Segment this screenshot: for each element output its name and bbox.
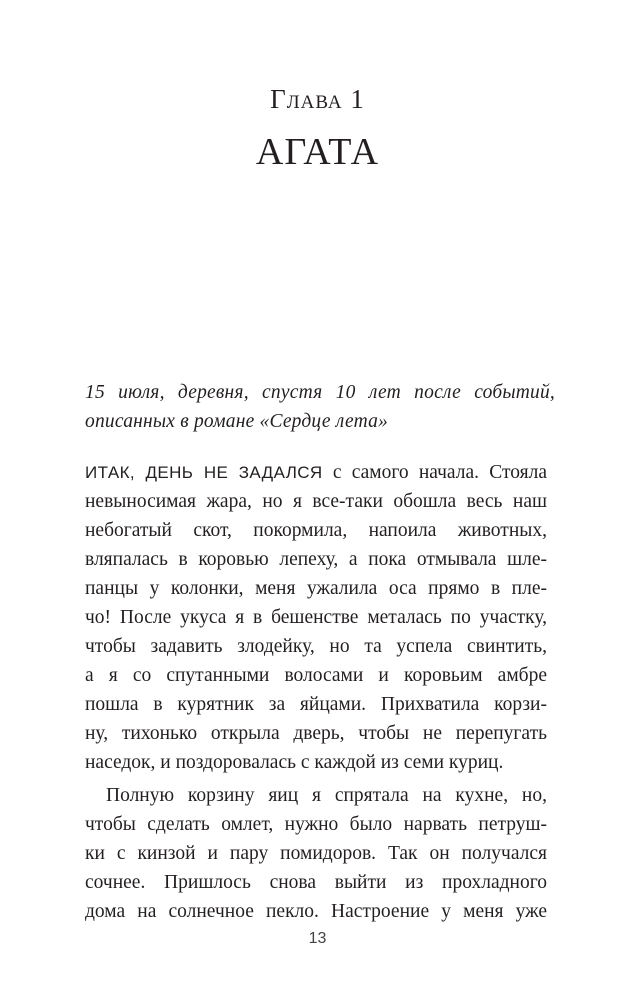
chapter-title: АГАТА (255, 131, 380, 173)
paragraph-line-rest: с самого начала. Стояла (322, 462, 547, 483)
paragraph-line: а я со спутанными волосами и коровьим амбре (85, 665, 547, 686)
paragraph-line (85, 458, 547, 487)
paragraph-line: панцы у колонки, меня ужалила оса прямо в пле- (85, 578, 547, 599)
epigraph-line: 15 июля, деревня, спустя 10 лет после событий, (85, 382, 555, 403)
paragraph-line: вляпалась в коровью лепеху, а пока отмывала шле- (85, 549, 547, 570)
paragraph-line: дома на солнечное пекло. Настроение у меня уже (85, 901, 547, 922)
paragraph-line: сочнее. Пришлось снова выйти из прохладного (85, 872, 547, 893)
paragraph-line: пошла в курятник за яйцами. Прихватила корзи- (85, 694, 547, 715)
paragraph-line: чо! После укуса я в бешенстве металась по участку, (85, 607, 547, 628)
page-number: 13 (308, 930, 327, 947)
paragraph-line: чтобы задавить злодейку, но та успела свинтить, (85, 636, 547, 657)
paragraph-line: Полную корзину яиц я спрятала на кухне, но, (106, 785, 547, 806)
chapter-label: Глава 1 (270, 84, 365, 114)
lead-in-caps: ИТАК, ДЕНЬ НЕ ЗАДАЛСЯ (85, 463, 323, 482)
body-text (85, 458, 547, 926)
paragraph-line: ки с кинзой и пару помидоров. Так он получался (85, 843, 547, 864)
paragraph-line: наседок, и поздоровалась с каждой из семи куриц. (85, 752, 504, 773)
epigraph (85, 378, 555, 436)
paragraph-line: небогатый скот, покормила, напоила животных, (85, 520, 547, 541)
paragraph-line: чтобы сделать омлет, нужно было нарвать петруш- (85, 814, 547, 835)
paragraph-line: ну, тихонько открыла дверь, чтобы не перепугать (85, 723, 547, 744)
paragraph-line: невыносимая жара, но я все-таки обошла весь наш (85, 491, 547, 512)
epigraph-line: описанных в романе «Сердце лета» (85, 411, 389, 432)
